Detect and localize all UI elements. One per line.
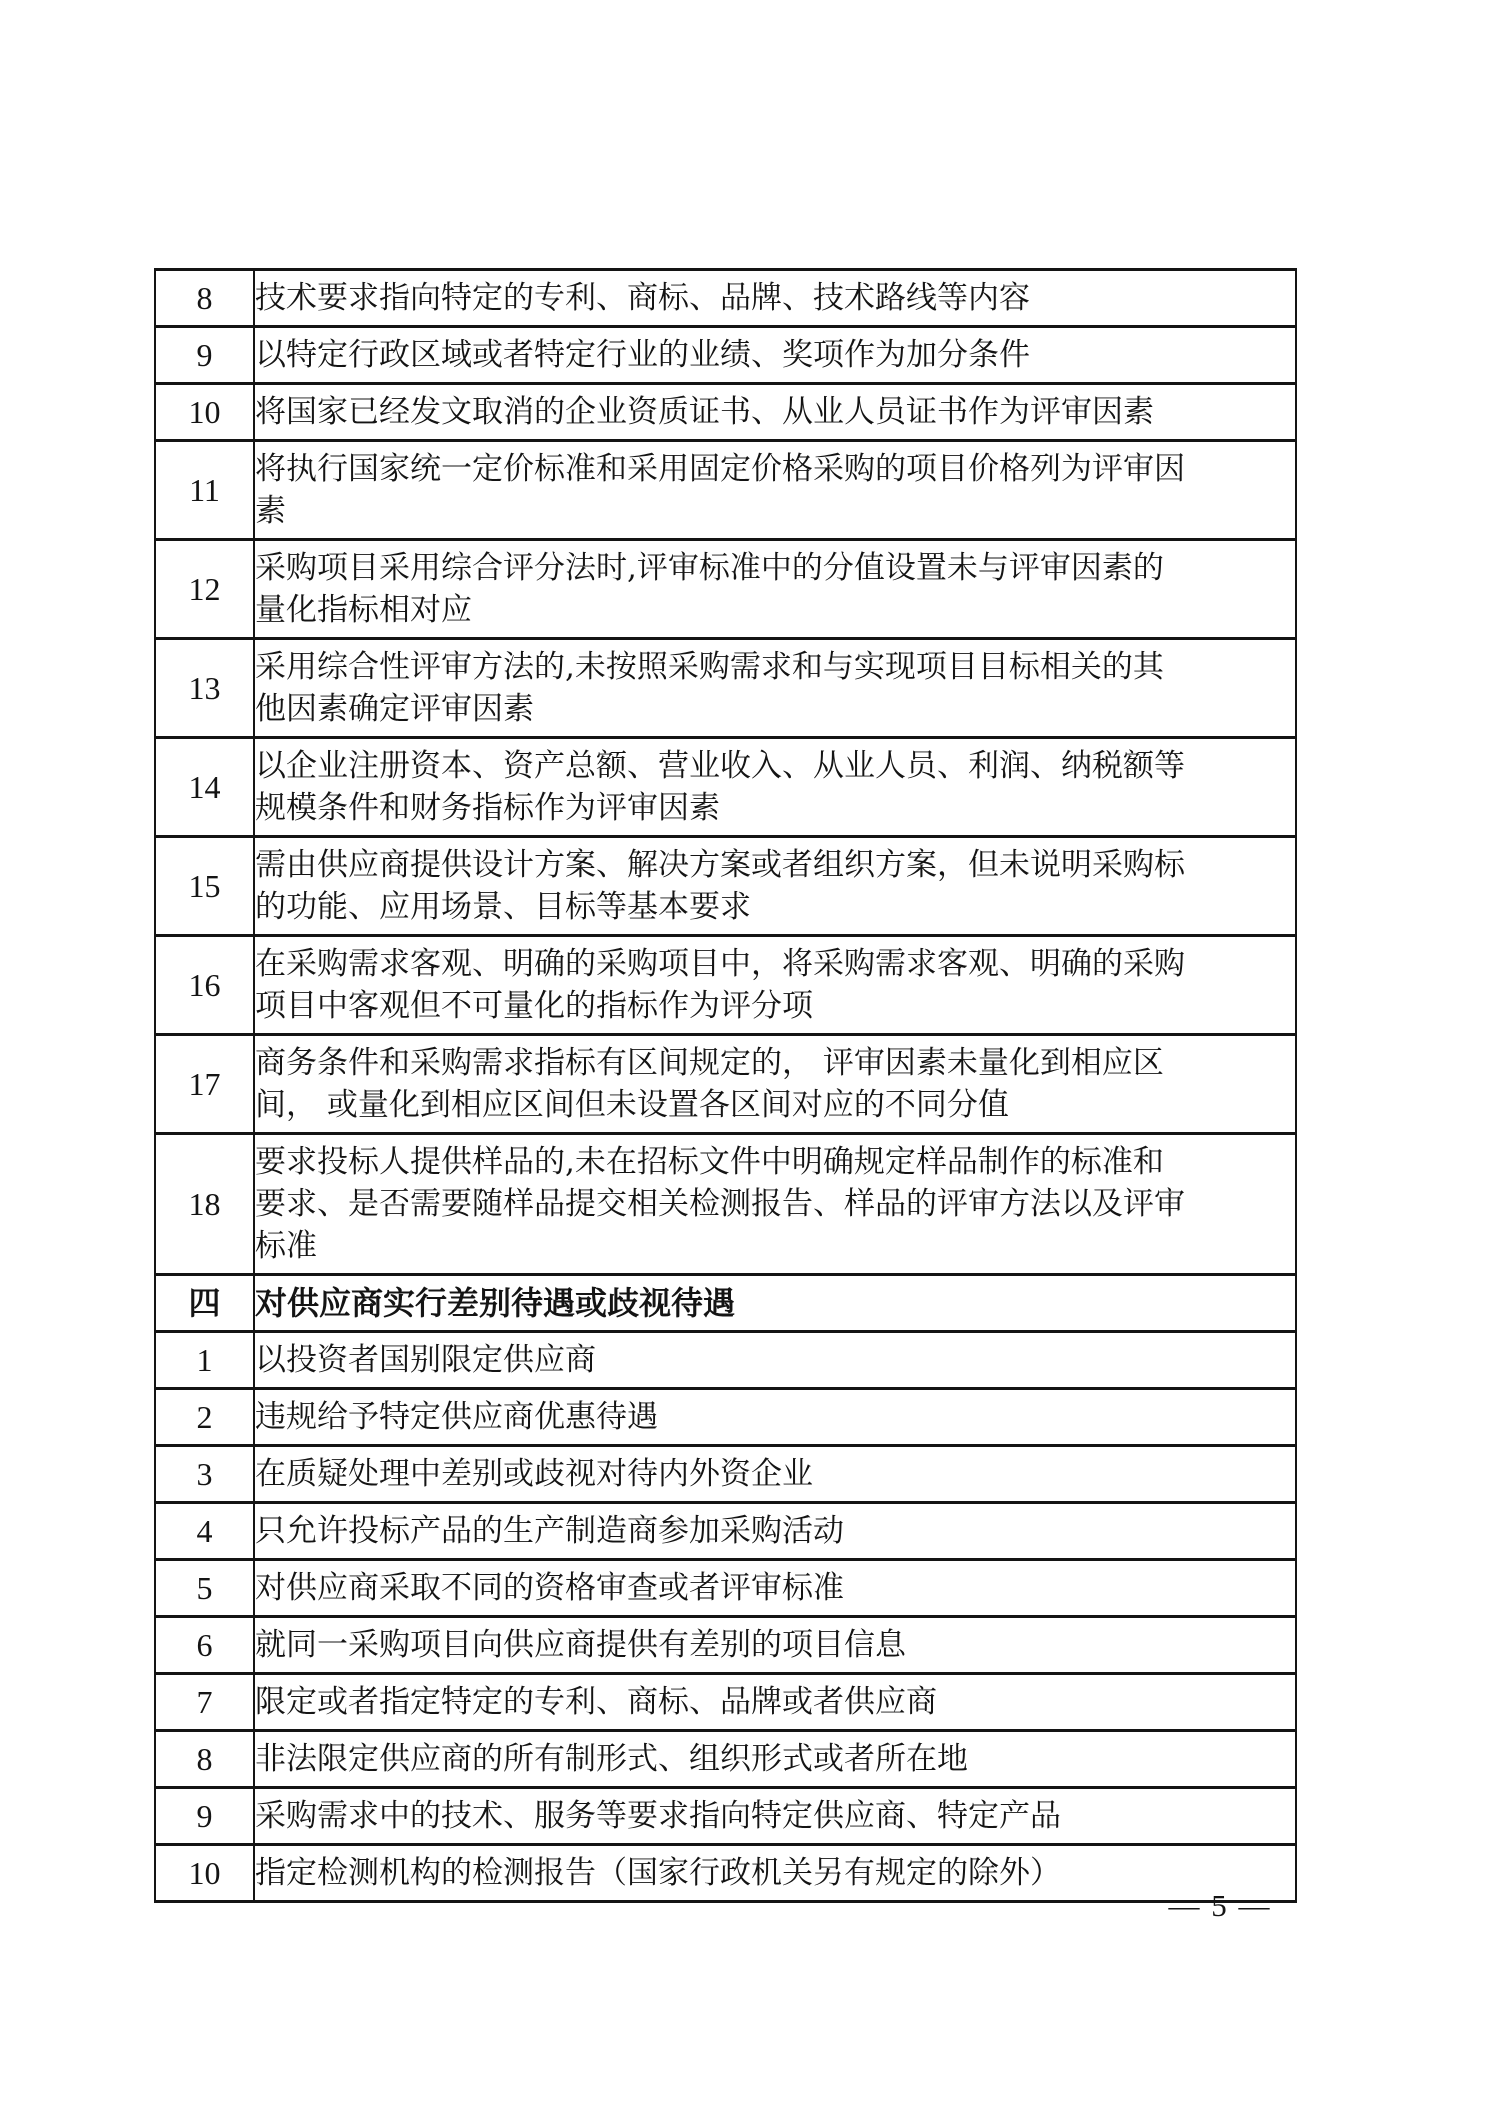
row-number: 9 — [155, 1788, 254, 1845]
row-text-cell — [254, 1731, 1296, 1788]
row-text: 对供应商实行差别待遇或歧视待遇 — [255, 1284, 736, 1322]
table-row — [155, 1332, 1296, 1389]
row-text-cell — [254, 441, 1296, 540]
row-text-cell — [254, 1035, 1296, 1134]
row-text: 非法限定供应商的所有制形式、组织形式或者所在地 — [255, 1741, 968, 1777]
row-text-cell — [254, 1617, 1296, 1674]
row-text: 要求投标人提供样品的,未在招标文件中明确规定样品制作的标准和要求、是否需要随样品提交相关检测报告、样品的评审方法以及评审标准 — [255, 1144, 1185, 1264]
table-row — [155, 1560, 1296, 1617]
row-text: 技术要求指向特定的专利、商标、品牌、技术路线等内容 — [255, 280, 1030, 316]
table-row — [155, 1788, 1296, 1845]
row-number: 13 — [155, 639, 254, 738]
row-number: 1 — [155, 1332, 254, 1389]
table-row — [155, 270, 1296, 327]
table-row — [155, 1674, 1296, 1731]
row-number: 11 — [155, 441, 254, 540]
table-row — [155, 540, 1296, 639]
row-text-cell — [254, 738, 1296, 837]
row-number: 16 — [155, 936, 254, 1035]
table-row — [155, 1617, 1296, 1674]
row-number: 9 — [155, 327, 254, 384]
row-text: 将执行国家统一定价标准和采用固定价格采购的项目价格列为评审因素 — [255, 451, 1185, 529]
table-row — [155, 1446, 1296, 1503]
row-text-cell — [254, 1446, 1296, 1503]
row-number: 5 — [155, 1560, 254, 1617]
row-text: 以企业注册资本、资产总额、营业收入、从业人员、利润、纳税额等规模条件和财务指标作为评审因素 — [255, 748, 1185, 826]
row-text: 以特定行政区域或者特定行业的业绩、奖项作为加分条件 — [255, 337, 1030, 373]
row-text: 采用综合性评审方法的,未按照采购需求和与实现项目目标相关的其他因素确定评审因素 — [255, 649, 1164, 727]
row-text: 商务条件和采购需求指标有区间规定的， 评审因素未量化到相应区间， 或量化到相应区间但未设置各区间对应的不同分值 — [255, 1045, 1164, 1123]
row-text-cell — [254, 1560, 1296, 1617]
table-row — [155, 384, 1296, 441]
row-text: 在采购需求客观、明确的采购项目中，将采购需求客观、明确的采购项目中客观但不可量化的指标作为评分项 — [255, 946, 1185, 1024]
row-number: 四 — [155, 1275, 254, 1332]
row-text-cell — [254, 1389, 1296, 1446]
table-row — [155, 1731, 1296, 1788]
row-number: 15 — [155, 837, 254, 936]
table-row — [155, 441, 1296, 540]
row-text-cell — [254, 837, 1296, 936]
table-body — [155, 270, 1296, 1902]
violations-table — [154, 268, 1297, 1903]
row-text: 采购项目采用综合评分法时,评审标准中的分值设置未与评审因素的量化指标相对应 — [255, 550, 1164, 628]
row-text-cell — [254, 540, 1296, 639]
row-text: 限定或者指定特定的专利、商标、品牌或者供应商 — [255, 1684, 937, 1720]
table-row — [155, 1389, 1296, 1446]
row-number: 7 — [155, 1674, 254, 1731]
row-text-cell — [254, 1134, 1296, 1275]
row-number: 6 — [155, 1617, 254, 1674]
row-text: 对供应商采取不同的资格审查或者评审标准 — [255, 1570, 844, 1606]
row-text: 需由供应商提供设计方案、解决方案或者组织方案，但未说明采购标的功能、应用场景、目标等基本要求 — [255, 847, 1185, 925]
row-text: 在质疑处理中差别或歧视对待内外资企业 — [255, 1456, 813, 1492]
row-text-cell — [254, 1788, 1296, 1845]
table-row — [155, 738, 1296, 837]
row-text-cell — [254, 936, 1296, 1035]
row-number: 3 — [155, 1446, 254, 1503]
row-text-cell — [254, 327, 1296, 384]
row-text: 将国家已经发文取消的企业资质证书、从业人员证书作为评审因素 — [255, 394, 1154, 430]
section-header-row — [155, 1275, 1296, 1332]
page-number: — 5 — — [1168, 1888, 1272, 1923]
table-row — [155, 1503, 1296, 1560]
row-number: 17 — [155, 1035, 254, 1134]
row-text: 违规给予特定供应商优惠待遇 — [255, 1399, 658, 1435]
table-row — [155, 936, 1296, 1035]
table-row — [155, 1134, 1296, 1275]
row-number: 10 — [155, 1845, 254, 1902]
row-number: 12 — [155, 540, 254, 639]
row-text-cell — [254, 639, 1296, 738]
row-number: 4 — [155, 1503, 254, 1560]
table-row — [155, 1845, 1296, 1902]
row-number: 10 — [155, 384, 254, 441]
table-row — [155, 1035, 1296, 1134]
row-text: 以投资者国别限定供应商 — [255, 1342, 596, 1378]
row-text: 就同一采购项目向供应商提供有差别的项目信息 — [255, 1627, 906, 1663]
row-text: 指定检测机构的检测报告（国家行政机关另有规定的除外） — [255, 1855, 1061, 1891]
row-text: 采购需求中的技术、服务等要求指向特定供应商、特定产品 — [255, 1798, 1061, 1834]
row-text-cell — [254, 1674, 1296, 1731]
row-number: 8 — [155, 270, 254, 327]
table-row — [155, 639, 1296, 738]
row-number: 8 — [155, 1731, 254, 1788]
row-number: 18 — [155, 1134, 254, 1275]
row-text-cell — [254, 384, 1296, 441]
row-text-cell — [254, 1275, 1296, 1332]
table-row — [155, 837, 1296, 936]
table-row — [155, 327, 1296, 384]
row-text-cell — [254, 1503, 1296, 1560]
row-number: 14 — [155, 738, 254, 837]
row-text: 只允许投标产品的生产制造商参加采购活动 — [255, 1513, 844, 1549]
row-text-cell — [254, 270, 1296, 327]
row-text-cell — [254, 1332, 1296, 1389]
row-number: 2 — [155, 1389, 254, 1446]
